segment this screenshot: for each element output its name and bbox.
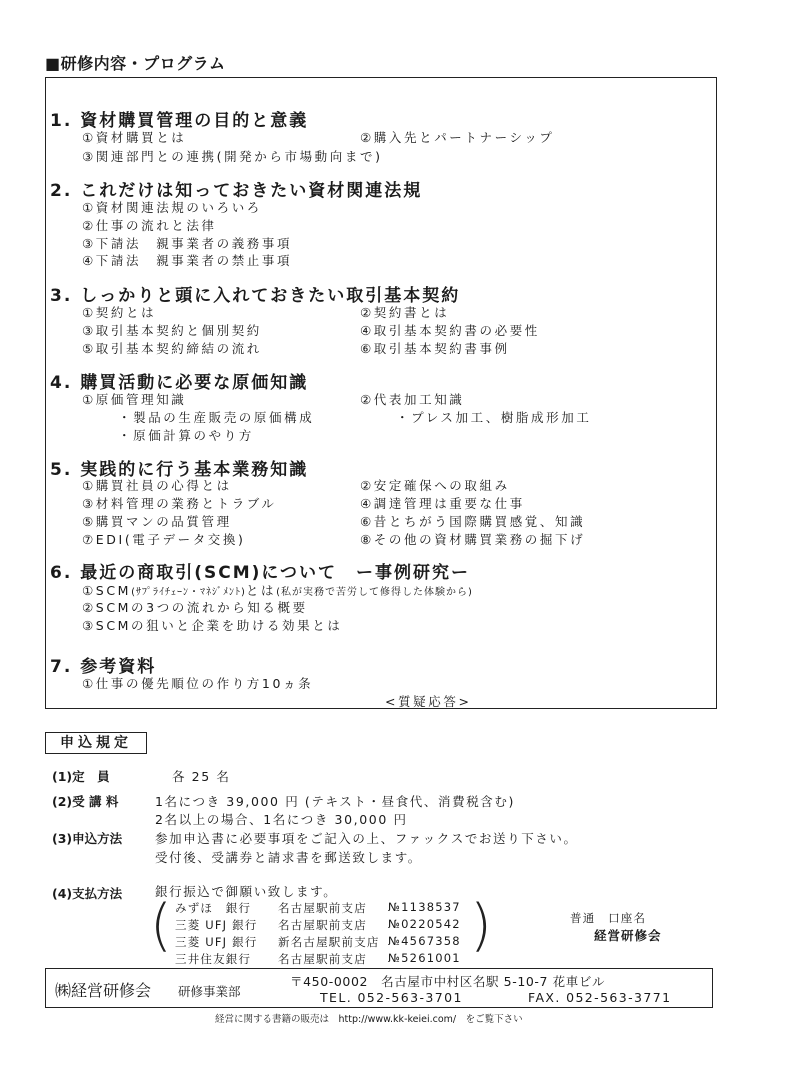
- list-item: ①資材関連法規のいろいろ: [82, 200, 262, 215]
- section-4-title: 4. 購買活動に必要な原価知識: [50, 373, 309, 393]
- list-item: ③材料管理の業務とトラブル: [82, 496, 277, 511]
- bank-branch: 名古屋駅前支店: [278, 901, 367, 915]
- section-1-title: 1. 資材購買管理の目的と意義: [50, 111, 309, 131]
- bracket-right-icon: ): [470, 893, 492, 958]
- list-item: ⑤購買マンの品質管理: [82, 514, 232, 529]
- fee-label: (2)受 講 料: [52, 794, 119, 809]
- bank-name: 三井住友銀行: [175, 952, 252, 966]
- list-item: ⑤取引基本契約締結の流れ: [82, 341, 262, 356]
- bank-branch: 名古屋駅前支店: [278, 918, 367, 932]
- list-item: ・プレス加工、樹脂成形加工: [396, 410, 592, 425]
- list-item: ③SCMの狙いと企業を助ける効果とは: [82, 618, 343, 633]
- list-item: ③下請法 親事業者の義務事項: [82, 236, 293, 251]
- list-item: ①購買社員の心得とは: [82, 478, 232, 493]
- list-item: ①仕事の優先順位の作り方10ヵ条: [82, 676, 314, 691]
- payment-intro: 銀行振込で御願い致します。: [155, 884, 338, 899]
- bank-number: №0220542: [388, 917, 461, 931]
- address: 〒450-0002 名古屋市中村区名駅 5-10-7 花車ビル: [290, 974, 606, 989]
- tel: TEL. 052-563-3701: [320, 990, 463, 1005]
- section-6-title: 6. 最近の商取引(SCM)について ー事例研究ー: [50, 563, 471, 583]
- list-item: ③関連部門との連携(開発から市場動向まで): [82, 149, 383, 164]
- list-item: ②代表加工知識: [360, 392, 465, 407]
- fax: FAX. 052-563-3771: [528, 990, 672, 1005]
- list-item: ⑦EDI(電子データ交換): [82, 532, 246, 547]
- section-7-title: 7. 参考資料: [50, 657, 157, 677]
- bank-name: 三菱 UFJ 銀行: [175, 935, 258, 949]
- list-item: [82, 580, 473, 599]
- bank-branch: 新名古屋駅前支店: [278, 935, 380, 949]
- list-item: ④取引基本契約書の必要性: [360, 323, 540, 338]
- section-5-title: 5. 実践的に行う基本業務知識: [50, 460, 309, 480]
- fee-line-2: 2名以上の場合、1名につき 30,000 円: [155, 812, 408, 827]
- bank-number: №5261001: [388, 951, 461, 965]
- section-2-title: 2. これだけは知っておきたい資材関連法規: [50, 181, 423, 201]
- method-line-1: 参加申込書に必要事項をご記入の上、ファックスでお送り下さい。: [155, 831, 578, 846]
- qa-note: <質疑応答>: [385, 694, 472, 709]
- bank-name: みずほ 銀行: [175, 901, 252, 915]
- method-line-2: 受付後、受講券と請求書を郵送致します。: [155, 850, 422, 865]
- page-title: ■研修内容・プログラム: [45, 54, 226, 73]
- list-item: ④調達管理は重要な仕事: [360, 496, 525, 511]
- list-item: ⑥取引基本契約書事例: [360, 341, 510, 356]
- list-item: ⑥昔とちがう国際購買感覚、知識: [360, 514, 586, 529]
- list-item: ①原価管理知識: [82, 392, 187, 407]
- bracket-left-icon: (: [150, 893, 172, 958]
- bank-number: №4567358: [388, 934, 461, 948]
- capacity-label: (1)定 員: [52, 769, 110, 784]
- list-item: ①資材購買とは: [82, 130, 187, 145]
- bank-name: 三菱 UFJ 銀行: [175, 918, 258, 932]
- list-item: ②契約書とは: [360, 305, 450, 320]
- section-3-title: 3. しっかりと頭に入れておきたい取引基本契約: [50, 286, 461, 306]
- account-type: 普通 口座名: [570, 911, 647, 925]
- list-item: ②購入先とパートナーシップ: [360, 130, 555, 145]
- list-item: ・製品の生産販売の原価構成: [118, 410, 315, 425]
- list-item: ④下請法 親事業者の禁止事項: [82, 253, 293, 268]
- list-item: ②SCMの3つの流れから知る概要: [82, 600, 308, 615]
- list-item: ⑧その他の資材購買業務の掘下げ: [360, 532, 586, 547]
- fee-line-1: 1名につき 39,000 円 (テキスト・昼食代、消費税含む): [155, 794, 515, 809]
- list-item-note: (私が実務で苦労して修得した体験から): [276, 587, 473, 598]
- list-item-text: ①SCM: [82, 583, 132, 598]
- method-label: (3)申込方法: [52, 831, 123, 846]
- list-item: ②安定確保への取組み: [360, 478, 510, 493]
- rules-title: 申込規定: [45, 732, 147, 754]
- list-item: ②仕事の流れと法律: [82, 218, 217, 233]
- account-name: 経営研修会: [594, 928, 662, 943]
- company-name: ㈱経営研修会: [55, 981, 152, 1000]
- list-item-text: とは: [245, 583, 277, 598]
- list-item-note: (ｻﾌﾟﾗｲﾁｪｰﾝ・ﾏﾈｼﾞﾒﾝﾄ): [131, 587, 246, 598]
- department: 研修事業部: [178, 984, 241, 999]
- payment-label: (4)支払方法: [52, 886, 123, 901]
- capacity-value: 各 25 名: [172, 769, 231, 784]
- bank-branch: 名古屋駅前支店: [278, 952, 367, 966]
- footer-note: 経営に関する書籍の販売は http://www.kk-keiei.com/ をご覧下さい: [215, 1014, 523, 1025]
- list-item: ①契約とは: [82, 305, 157, 320]
- list-item: ・原価計算のやり方: [118, 428, 254, 443]
- bank-number: №1138537: [388, 900, 461, 914]
- list-item: ③取引基本契約と個別契約: [82, 323, 262, 338]
